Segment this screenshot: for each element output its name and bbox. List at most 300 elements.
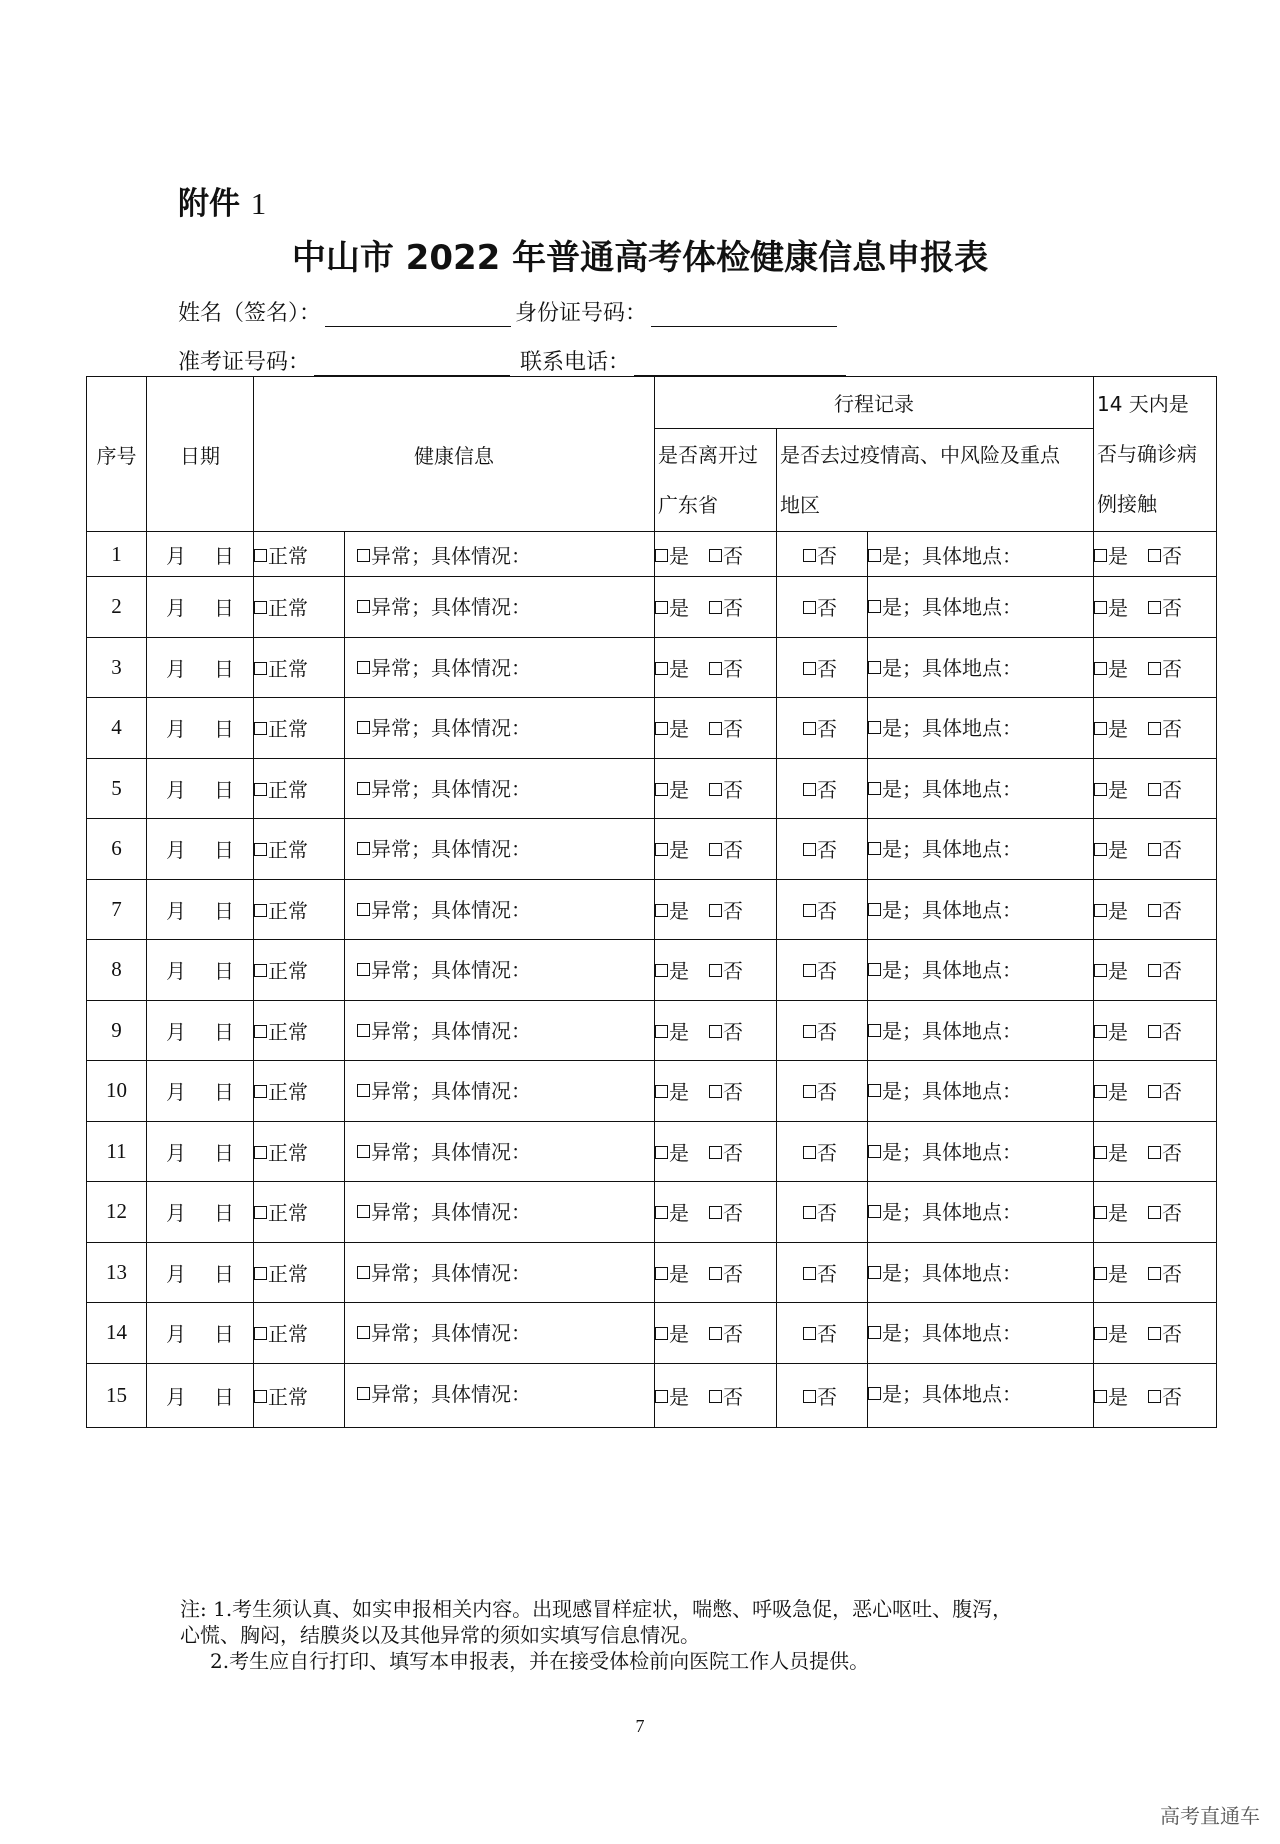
abnormal-option[interactable] [345, 1000, 655, 1061]
checkbox-icon[interactable] [868, 1145, 881, 1158]
checkbox-icon[interactable] [254, 1025, 267, 1038]
risk-yes-option[interactable] [868, 1303, 1094, 1364]
normal-label: 正常 [268, 596, 308, 621]
left-guangdong-options[interactable] [655, 637, 777, 698]
abnormal-option[interactable] [345, 819, 655, 880]
date-cell[interactable] [147, 1363, 254, 1427]
checkbox-icon[interactable] [655, 964, 668, 977]
checkbox-icon[interactable] [803, 964, 816, 977]
no-label: 否 [723, 543, 743, 568]
checkbox-icon[interactable] [709, 1390, 722, 1403]
left-guangdong-options[interactable] [655, 1363, 777, 1427]
yes-place-label: 是；具体地点： [882, 776, 1022, 801]
checkbox-icon[interactable] [868, 1326, 881, 1339]
checkbox-icon[interactable] [803, 1206, 816, 1219]
checkbox-icon[interactable] [1094, 964, 1107, 977]
checkbox-icon[interactable] [357, 1084, 370, 1097]
left-guangdong-options[interactable] [655, 1000, 777, 1061]
no-label: 否 [817, 656, 837, 681]
checkbox-icon[interactable] [709, 1267, 722, 1280]
abnormal-option[interactable] [345, 1303, 655, 1364]
no-label: 否 [1162, 959, 1182, 984]
abnormal-option[interactable] [345, 577, 655, 638]
left-guangdong-options[interactable] [655, 532, 777, 577]
checkbox-icon[interactable] [868, 1205, 881, 1218]
row-number: 1 [87, 532, 147, 577]
left-guangdong-options[interactable] [655, 1182, 777, 1243]
checkbox-icon[interactable] [357, 721, 370, 734]
checkbox-icon[interactable] [655, 662, 668, 675]
contact-options[interactable] [1094, 1303, 1217, 1364]
row-number: 7 [87, 879, 147, 940]
checkbox-icon[interactable] [254, 783, 267, 796]
checkbox-icon[interactable] [1094, 843, 1107, 856]
normal-label: 正常 [268, 717, 308, 742]
checkbox-icon[interactable] [868, 1387, 881, 1400]
checkbox-icon[interactable] [1148, 1085, 1161, 1098]
risk-yes-option[interactable] [868, 1363, 1094, 1427]
checkbox-icon[interactable] [655, 904, 668, 917]
checkbox-icon[interactable] [803, 662, 816, 675]
checkbox-icon[interactable] [803, 1267, 816, 1280]
contact-options[interactable] [1094, 1363, 1217, 1427]
risk-yes-option[interactable] [868, 819, 1094, 880]
checkbox-icon[interactable] [868, 600, 881, 613]
checkbox-icon[interactable] [868, 842, 881, 855]
left-guangdong-options[interactable] [655, 1121, 777, 1182]
checkbox-icon[interactable] [868, 661, 881, 674]
risk-no-option[interactable] [777, 1303, 868, 1364]
date-cell[interactable] [147, 698, 254, 759]
month-label: 月 [166, 1019, 186, 1044]
normal-option[interactable] [254, 819, 345, 880]
abnormal-label: 异常；具体情况： [371, 776, 531, 801]
yes-label: 是 [669, 543, 689, 568]
normal-option[interactable] [254, 879, 345, 940]
risk-no-option[interactable] [777, 1363, 868, 1427]
normal-option[interactable] [254, 1121, 345, 1182]
abnormal-option[interactable] [345, 1182, 655, 1243]
date-cell[interactable] [147, 879, 254, 940]
risk-no-option[interactable] [777, 532, 868, 577]
checkbox-icon[interactable] [1094, 722, 1107, 735]
checkbox-icon[interactable] [655, 1206, 668, 1219]
normal-label: 正常 [268, 1322, 308, 1347]
checkbox-icon[interactable] [709, 904, 722, 917]
yes-label: 是 [669, 1384, 689, 1409]
abnormal-option[interactable] [345, 1121, 655, 1182]
table-row [87, 637, 1217, 698]
risk-yes-option[interactable] [868, 637, 1094, 698]
checkbox-icon[interactable] [709, 843, 722, 856]
checkbox-icon[interactable] [709, 722, 722, 735]
checkbox-icon[interactable] [1148, 1390, 1161, 1403]
yes-label: 是 [669, 1322, 689, 1347]
left-guangdong-options[interactable] [655, 879, 777, 940]
checkbox-icon[interactable] [868, 963, 881, 976]
checkbox-icon[interactable] [803, 722, 816, 735]
date-cell[interactable] [147, 1121, 254, 1182]
checkbox-icon[interactable] [254, 1327, 267, 1340]
abnormal-option[interactable] [345, 698, 655, 759]
risk-no-option[interactable] [777, 637, 868, 698]
no-label: 否 [817, 959, 837, 984]
left-guangdong-options[interactable] [655, 819, 777, 880]
date-cell[interactable] [147, 637, 254, 698]
table-row [87, 1303, 1217, 1364]
yes-label: 是 [669, 1080, 689, 1105]
checkbox-icon[interactable] [803, 1146, 816, 1159]
risk-no-option[interactable] [777, 1121, 868, 1182]
row-number: 10 [87, 1061, 147, 1122]
checkbox-icon[interactable] [1148, 722, 1161, 735]
checkbox-icon[interactable] [868, 782, 881, 795]
checkbox-icon[interactable] [709, 783, 722, 796]
checkbox-icon[interactable] [709, 601, 722, 614]
normal-option[interactable] [254, 1061, 345, 1122]
normal-option[interactable] [254, 1182, 345, 1243]
date-cell[interactable] [147, 1000, 254, 1061]
yes-label: 是 [669, 959, 689, 984]
checkbox-icon[interactable] [1148, 904, 1161, 917]
checkbox-icon[interactable] [1094, 1327, 1107, 1340]
risk-no-option[interactable] [777, 1000, 868, 1061]
contact-options[interactable] [1094, 1242, 1217, 1303]
checkbox-icon[interactable] [655, 1327, 668, 1340]
checkbox-icon[interactable] [357, 963, 370, 976]
left-guangdong-options[interactable] [655, 698, 777, 759]
risk-no-option[interactable] [777, 879, 868, 940]
checkbox-icon[interactable] [254, 843, 267, 856]
checkbox-icon[interactable] [709, 549, 722, 562]
checkbox-icon[interactable] [803, 783, 816, 796]
risk-yes-option[interactable] [868, 1182, 1094, 1243]
no-label: 否 [1162, 1384, 1182, 1409]
contact-options[interactable] [1094, 1000, 1217, 1061]
date-cell[interactable] [147, 758, 254, 819]
no-label: 否 [723, 1140, 743, 1165]
abnormal-option[interactable] [345, 879, 655, 940]
checkbox-icon[interactable] [709, 1206, 722, 1219]
header-date: 日期 [147, 377, 254, 532]
checkbox-icon[interactable] [254, 722, 267, 735]
contact-options[interactable] [1094, 1182, 1217, 1243]
risk-yes-option[interactable] [868, 879, 1094, 940]
checkbox-icon[interactable] [709, 1085, 722, 1098]
normal-option[interactable] [254, 698, 345, 759]
checkbox-icon[interactable] [1094, 783, 1107, 796]
risk-no-option[interactable] [777, 758, 868, 819]
risk-yes-option[interactable] [868, 758, 1094, 819]
checkbox-icon[interactable] [357, 1266, 370, 1279]
date-cell[interactable] [147, 1242, 254, 1303]
checkbox-icon[interactable] [803, 904, 816, 917]
left-guangdong-options[interactable] [655, 1061, 777, 1122]
checkbox-icon[interactable] [655, 1085, 668, 1098]
table-row [87, 1000, 1217, 1061]
date-cell[interactable] [147, 1061, 254, 1122]
checkbox-icon[interactable] [803, 601, 816, 614]
checkbox-icon[interactable] [357, 1326, 370, 1339]
contact-options[interactable] [1094, 758, 1217, 819]
checkbox-icon[interactable] [1094, 1085, 1107, 1098]
id-field[interactable] [651, 304, 837, 327]
checkbox-icon[interactable] [709, 1025, 722, 1038]
checkbox-icon[interactable] [1148, 1267, 1161, 1280]
checkbox-icon[interactable] [357, 600, 370, 613]
checkbox-icon[interactable] [709, 1327, 722, 1340]
checkbox-icon[interactable] [357, 1145, 370, 1158]
day-label: 日 [214, 596, 234, 621]
contact-options[interactable] [1094, 940, 1217, 1001]
checkbox-icon[interactable] [254, 1390, 267, 1403]
abnormal-label: 异常；具体情况： [371, 595, 531, 619]
abnormal-label: 异常；具体情况： [371, 897, 531, 922]
contact-options[interactable] [1094, 819, 1217, 880]
checkbox-icon[interactable] [1094, 1146, 1107, 1159]
checkbox-icon[interactable] [357, 661, 370, 674]
checkbox-icon[interactable] [1148, 601, 1161, 614]
row-number: 4 [87, 698, 147, 759]
checkbox-icon[interactable] [1094, 1025, 1107, 1038]
left-guangdong-options[interactable] [655, 1242, 777, 1303]
yes-label: 是 [1108, 1261, 1128, 1286]
month-label: 月 [166, 1140, 186, 1165]
checkbox-icon[interactable] [655, 549, 668, 562]
checkbox-icon[interactable] [1094, 662, 1107, 675]
risk-yes-option[interactable] [868, 532, 1094, 577]
checkbox-icon[interactable] [655, 843, 668, 856]
exam-number-field[interactable] [314, 353, 510, 376]
checkbox-icon[interactable] [803, 1390, 816, 1403]
yes-place-label: 是；具体地点： [882, 1139, 1022, 1164]
contact-options[interactable] [1094, 1121, 1217, 1182]
name-label: 姓名（签名）： [178, 301, 322, 326]
month-label: 月 [166, 1201, 186, 1226]
date-cell[interactable] [147, 819, 254, 880]
normal-option[interactable] [254, 1000, 345, 1061]
normal-label: 正常 [268, 959, 308, 984]
left-guangdong-options[interactable] [655, 940, 777, 1001]
checkbox-icon[interactable] [868, 549, 881, 562]
checkbox-icon[interactable] [254, 662, 267, 675]
checkbox-icon[interactable] [803, 1327, 816, 1340]
contact-options[interactable] [1094, 698, 1217, 759]
checkbox-icon[interactable] [803, 843, 816, 856]
checkbox-icon[interactable] [655, 722, 668, 735]
month-label: 月 [166, 959, 186, 984]
abnormal-option[interactable] [345, 940, 655, 1001]
checkbox-icon[interactable] [655, 1267, 668, 1280]
checkbox-icon[interactable] [357, 549, 370, 562]
checkbox-icon[interactable] [1094, 601, 1107, 614]
day-label: 日 [214, 898, 234, 923]
date-cell[interactable] [147, 577, 254, 638]
checkbox-icon[interactable] [655, 601, 668, 614]
row-number: 2 [87, 577, 147, 638]
risk-no-option[interactable] [777, 577, 868, 638]
checkbox-icon[interactable] [655, 1146, 668, 1159]
checkbox-icon[interactable] [655, 1025, 668, 1038]
no-label: 否 [1162, 717, 1182, 742]
yes-label: 是 [669, 596, 689, 621]
contact-options[interactable] [1094, 879, 1217, 940]
no-label: 否 [817, 717, 837, 742]
checkbox-icon[interactable] [868, 1084, 881, 1097]
risk-no-option[interactable] [777, 698, 868, 759]
abnormal-option[interactable] [345, 1363, 655, 1427]
normal-label: 正常 [268, 777, 308, 802]
checkbox-icon[interactable] [655, 1390, 668, 1403]
abnormal-label: 异常；具体情况： [371, 1381, 531, 1406]
table-row [87, 1061, 1217, 1122]
yes-place-label: 是；具体地点： [882, 1260, 1022, 1285]
row-number: 8 [87, 940, 147, 1001]
no-label: 否 [1162, 1201, 1182, 1226]
risk-yes-option[interactable] [868, 1000, 1094, 1061]
no-label: 否 [817, 543, 837, 568]
abnormal-label: 异常；具体情况： [371, 655, 531, 680]
name-field[interactable] [325, 304, 511, 327]
date-cell[interactable] [147, 1303, 254, 1364]
checkbox-icon[interactable] [1148, 783, 1161, 796]
risk-no-option[interactable] [777, 1061, 868, 1122]
checkbox-icon[interactable] [254, 1206, 267, 1219]
risk-no-option[interactable] [777, 940, 868, 1001]
checkbox-icon[interactable] [254, 1085, 267, 1098]
checkbox-icon[interactable] [1094, 549, 1107, 562]
yes-label: 是 [1108, 1384, 1128, 1409]
contact-options[interactable] [1094, 532, 1217, 577]
risk-no-option[interactable] [777, 1182, 868, 1243]
checkbox-icon[interactable] [1148, 1206, 1161, 1219]
yes-place-label: 是；具体地点： [882, 1321, 1022, 1345]
attachment-text: 附件 [178, 186, 240, 222]
month-label: 月 [166, 656, 186, 681]
checkbox-icon[interactable] [1094, 1267, 1107, 1280]
normal-option[interactable] [254, 1363, 345, 1427]
risk-yes-option[interactable] [868, 1121, 1094, 1182]
checkbox-icon[interactable] [357, 842, 370, 855]
checkbox-icon[interactable] [254, 549, 267, 562]
risk-yes-option[interactable] [868, 1061, 1094, 1122]
checkbox-icon[interactable] [1148, 662, 1161, 675]
normal-option[interactable] [254, 1303, 345, 1364]
normal-option[interactable] [254, 940, 345, 1001]
date-cell[interactable] [147, 1182, 254, 1243]
checkbox-icon[interactable] [357, 903, 370, 916]
table-row [87, 532, 1217, 577]
left-guangdong-options[interactable] [655, 1303, 777, 1364]
contact-options[interactable] [1094, 1061, 1217, 1122]
checkbox-icon[interactable] [254, 964, 267, 977]
checkbox-icon[interactable] [254, 1146, 267, 1159]
yes-place-label: 是；具体地点： [882, 543, 1022, 568]
day-label: 日 [214, 656, 234, 681]
date-cell[interactable] [147, 532, 254, 577]
date-cell[interactable] [147, 940, 254, 1001]
no-label: 否 [817, 1261, 837, 1286]
risk-no-option[interactable] [777, 819, 868, 880]
risk-yes-option[interactable] [868, 698, 1094, 759]
header-trip: 行程记录 [655, 377, 1094, 429]
normal-option[interactable] [254, 637, 345, 698]
risk-yes-option[interactable] [868, 1242, 1094, 1303]
no-label: 否 [817, 1322, 837, 1347]
no-label: 否 [1162, 777, 1182, 802]
abnormal-label: 异常；具体情况： [371, 958, 531, 982]
checkbox-icon[interactable] [709, 662, 722, 675]
checkbox-icon[interactable] [709, 1146, 722, 1159]
phone-field[interactable] [634, 353, 846, 376]
checkbox-icon[interactable] [357, 1024, 370, 1037]
checkbox-icon[interactable] [803, 1085, 816, 1098]
checkbox-icon[interactable] [1094, 904, 1107, 917]
normal-option[interactable] [254, 577, 345, 638]
checkbox-icon[interactable] [868, 903, 881, 916]
checkbox-icon[interactable] [1094, 1206, 1107, 1219]
risk-yes-option[interactable] [868, 940, 1094, 1001]
checkbox-icon[interactable] [254, 904, 267, 917]
checkbox-icon[interactable] [357, 1387, 370, 1400]
checkbox-icon[interactable] [868, 721, 881, 734]
checkbox-icon[interactable] [357, 1205, 370, 1218]
checkbox-icon[interactable] [709, 964, 722, 977]
checkbox-icon[interactable] [1148, 843, 1161, 856]
month-label: 月 [166, 1080, 186, 1105]
form-title: 中山市 2022 年普通高考体检健康信息申报表 [291, 238, 989, 278]
checkbox-icon[interactable] [655, 783, 668, 796]
abnormal-label: 异常；具体情况： [371, 1079, 531, 1103]
checkbox-icon[interactable] [868, 1266, 881, 1279]
checkbox-icon[interactable] [254, 1267, 267, 1280]
checkbox-icon[interactable] [1148, 1025, 1161, 1038]
checkbox-icon[interactable] [254, 601, 267, 614]
checkbox-icon[interactable] [803, 549, 816, 562]
checkbox-icon[interactable] [1094, 1390, 1107, 1403]
checkbox-icon[interactable] [1148, 1327, 1161, 1340]
day-label: 日 [214, 1322, 234, 1347]
contact-options[interactable] [1094, 577, 1217, 638]
checkbox-icon[interactable] [868, 1024, 881, 1037]
abnormal-option[interactable] [345, 758, 655, 819]
left-guangdong-options[interactable] [655, 758, 777, 819]
contact-options[interactable] [1094, 637, 1217, 698]
normal-option[interactable] [254, 1242, 345, 1303]
normal-label: 正常 [268, 656, 308, 681]
row-number: 13 [87, 1242, 147, 1303]
abnormal-option[interactable] [345, 1061, 655, 1122]
month-label: 月 [166, 1322, 186, 1347]
abnormal-option[interactable] [345, 1242, 655, 1303]
checkbox-icon[interactable] [1148, 964, 1161, 977]
note-line-3: 2.考生应自行打印、填写本申报表，并在接受体检前向医院工作人员提供。 [210, 1649, 870, 1673]
abnormal-option[interactable] [345, 532, 655, 577]
yes-label: 是 [669, 838, 689, 863]
checkbox-icon[interactable] [1148, 549, 1161, 562]
notes [180, 1596, 1140, 1674]
left-guangdong-options[interactable] [655, 577, 777, 638]
checkbox-icon[interactable] [803, 1025, 816, 1038]
table-row [87, 940, 1217, 1001]
normal-option[interactable] [254, 532, 345, 577]
checkbox-icon[interactable] [357, 782, 370, 795]
risk-yes-option[interactable] [868, 577, 1094, 638]
normal-option[interactable] [254, 758, 345, 819]
risk-no-option[interactable] [777, 1242, 868, 1303]
checkbox-icon[interactable] [1148, 1146, 1161, 1159]
abnormal-option[interactable] [345, 637, 655, 698]
